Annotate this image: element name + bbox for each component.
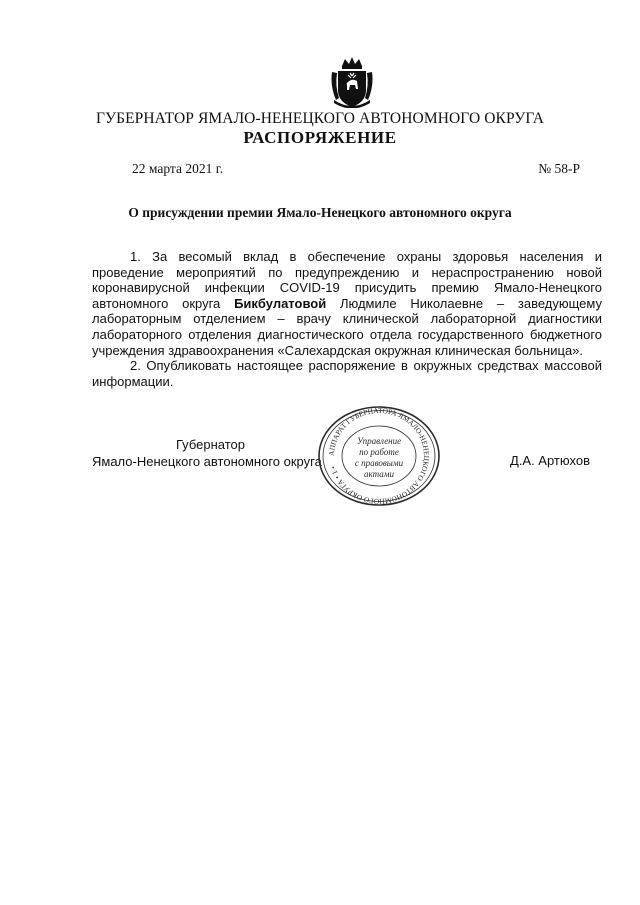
official-stamp — [316, 405, 442, 507]
document-subject: О присуждении премии Ямало-Ненецкого автономного округа — [128, 205, 512, 220]
stamp-center-line-1: Управление — [356, 436, 402, 446]
stamp-center-line-2: по работе — [359, 447, 399, 457]
stamp-center-line-4: актами — [364, 469, 394, 479]
awardee-surname: Бикбулатовой — [234, 295, 327, 311]
signatory-name: Д.А. Артюхов — [510, 453, 590, 468]
paragraph-1 — [92, 249, 602, 358]
stamp-ring-path-text: АППАРАТ ГУБЕРНАТОРА ЯМАЛО-НЕНЕЦКОГО АВТОНОМНОГО ОКРУГА • 1 • — [326, 405, 432, 507]
document-type: РАСПОРЯЖЕНИЕ — [243, 128, 397, 147]
paragraph-2: 2. Опубликовать настоящее распоряжение в окружных средствах массовой информации. — [92, 358, 602, 389]
issuer-title: ГУБЕРНАТОР ЯМАЛО-НЕНЕЦКОГО АВТОНОМНОГО ОКРУГА — [95, 110, 545, 127]
document-number: № 58-Р — [538, 161, 580, 176]
stamp-center-line-3: с правовыми — [354, 458, 404, 468]
paragraph-1-end: Людмиле Николаевне – заведующему лабораторным отделением – врачу клинической лабораторной диагностики лабораторного отделения диагностического отдела государственного бюджетного учреждения здравоохранения «Салехардская окружная клиническая больница». — [92, 295, 602, 358]
signatory-title-line-1: Губернатор — [176, 437, 245, 452]
document-body — [92, 249, 602, 389]
coat-of-arms-emblem — [330, 56, 374, 108]
signatory-title-line-2: Ямало-Ненецкого автономного округа — [92, 454, 322, 469]
document-date: 22 марта 2021 г. — [132, 161, 224, 176]
paragraph-1-start: 1. За весомый вклад в обеспечение охраны здоровья населения и проведение мероприятий по предупреждению и нераспространению новой коронавирусной инфекции COVID-19 присудить премию Ямало-Ненецкого автономного округа — [92, 249, 602, 311]
